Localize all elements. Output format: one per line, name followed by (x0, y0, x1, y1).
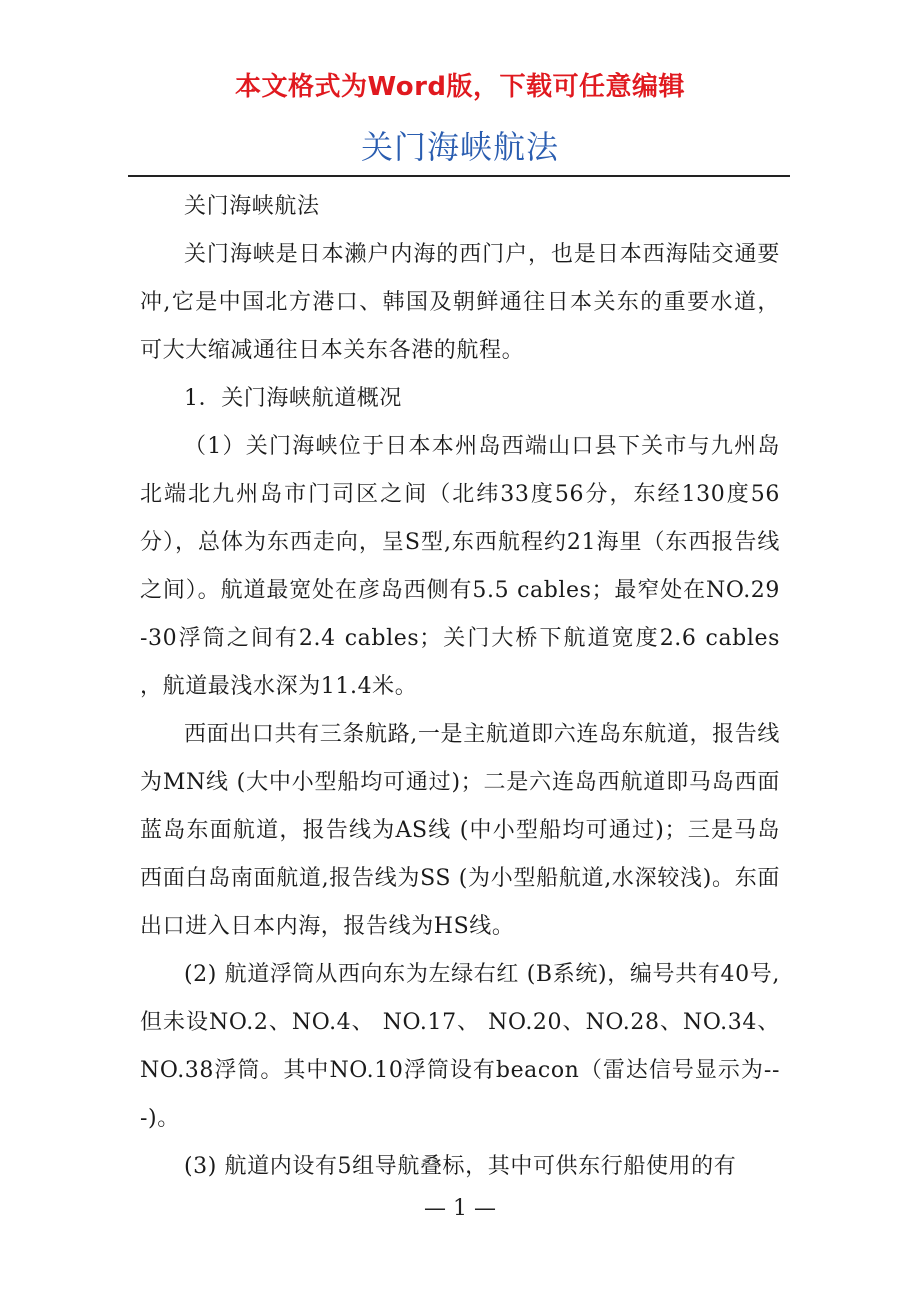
section-heading-1: 1．关门海峡航道概况 (184, 386, 402, 411)
page-number: — 1 — (424, 1196, 496, 1221)
paragraph-1-3: (3) 航道内设有5组导航叠标，其中可供东行船使用的有 (184, 1154, 737, 1179)
document-body (140, 183, 780, 1191)
document-title: 关门海峡航法 (360, 128, 559, 166)
paragraph-1-1: （1）关门海峡位于日本本州岛西端山口县下关市与九州岛北端北九州岛市门司区之间（北纬33度56分，东经130度56分），总体为东西走向，呈S型,东西航程约21海里（东西报告线之间）。航道最宽处在彦岛西侧有5.5 cables；最窄处在NO.29-30浮筒之间有2.4 cables；关门大桥下航道宽度2.6 cables ，航道最浅水深为11.4米。 (140, 434, 780, 699)
paragraph-intro: 关门海峡是日本濑户内海的西门户，也是日本西海陆交通要冲,它是中国北方港口、韩国及朝鲜通往日本关东的重要水道，可大大缩减通往日本关东各港的航程。 (140, 242, 780, 363)
paragraph-1-2: (2) 航道浮筒从西向东为左绿右红 (B系统)，编号共有40号,但未设NO.2、NO.4、 NO.17、 NO.20、NO.28、NO.34、NO.38浮筒。其中NO.10浮筒设有beacon（雷达信号显示为---)。 (140, 962, 780, 1131)
download-banner: 本文格式为Word版，下载可任意编辑 (234, 72, 686, 102)
paragraph-heading: 关门海峡航法 (184, 194, 320, 219)
title-divider (128, 175, 790, 177)
paragraph-west-exit: 西面出口共有三条航路,一是主航道即六连岛东航道，报告线为MN线 (大中小型船均可通过)；二是六连岛西航道即马岛西面蓝岛东面航道，报告线为AS线 (中小型船均可通过)；三是马岛西面白岛南面航道,报告线为SS (为小型船航道,水深较浅)。东面出口进入日本内海，报告线为HS线。 (140, 722, 780, 939)
